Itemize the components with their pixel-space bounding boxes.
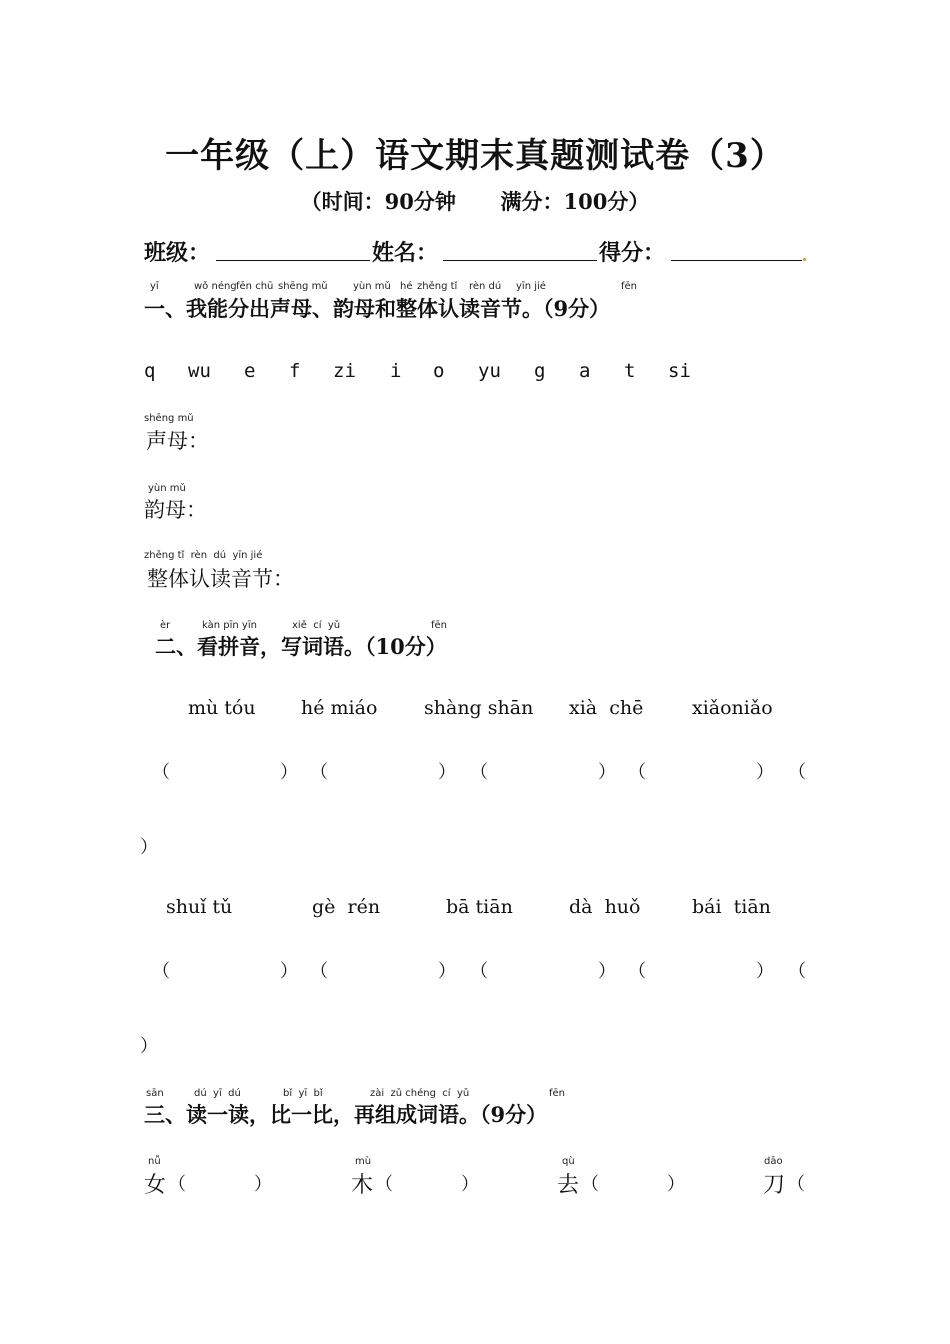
exam-time: （时间：90分钟 <box>300 189 456 214</box>
pinyin-word: bā tiān <box>446 896 513 918</box>
ruby-fen: fēn <box>549 1088 566 1099</box>
decorative-dot <box>803 258 806 261</box>
answer-open-paren: （ <box>581 1174 599 1195</box>
char-pinyin: nǚ <box>148 1156 161 1167</box>
ruby-kan-pin-yin: kàn pīn yīn <box>202 620 257 631</box>
letter-item: yu <box>478 360 501 382</box>
yunmu-label: 韵母： <box>144 498 207 522</box>
pinyin-word: bái tiān <box>692 896 771 918</box>
answer-slot[interactable] <box>190 1170 250 1192</box>
answer-close-paren: ） <box>756 961 774 982</box>
letter-item: q <box>144 360 156 382</box>
answer-close-paren: ） <box>667 1174 685 1195</box>
yunmu-pinyin: yùn mǔ <box>148 483 186 494</box>
answer-open-paren: （ <box>168 1174 186 1195</box>
answer-slot[interactable] <box>172 957 272 979</box>
practice-char: 木 <box>351 1173 374 1198</box>
letter-item: o <box>433 360 445 382</box>
answer-slot[interactable] <box>330 758 430 780</box>
answer-open-paren: （ <box>152 762 170 783</box>
ruby-fen: fēn <box>431 620 448 631</box>
answer-open-paren: （ <box>310 961 328 982</box>
answer-close-paren: ） <box>461 1174 479 1195</box>
ruby-yun-mu: yùn mǔ <box>353 281 391 292</box>
shengmu-label: 声母： <box>146 429 209 453</box>
answer-slot[interactable] <box>603 1170 663 1192</box>
answer-slot[interactable] <box>490 957 590 979</box>
answer-open-paren: （ <box>628 762 646 783</box>
answer-slot[interactable] <box>172 758 272 780</box>
practice-char: 去 <box>557 1173 580 1198</box>
ruby-du-yi-du: dú yī dú <box>194 1088 241 1099</box>
answer-close-paren: ） <box>438 762 456 783</box>
ruby-zheng-ti: zhěng tǐ <box>417 281 458 292</box>
section-2-heading: 二、看拼音，写词语。（10分） <box>155 634 447 659</box>
answer-slot[interactable] <box>648 758 748 780</box>
score-blank[interactable] <box>671 238 802 261</box>
ruby-bi-yi-bi: bǐ yī bǐ <box>283 1088 323 1099</box>
char-pinyin: mù <box>355 1156 372 1167</box>
letter-item: g <box>534 360 546 382</box>
answer-close-paren: ） <box>254 1174 272 1195</box>
letter-item: i <box>390 360 402 382</box>
letter-item: f <box>289 360 301 382</box>
char-pinyin: qù <box>562 1156 575 1167</box>
letter-item: wu <box>188 360 211 382</box>
zhengti-label: 整体认读音节： <box>147 567 294 591</box>
zhengti-pinyin: zhěng tǐ rèn dú yīn jié <box>144 550 263 561</box>
letter-item: zi <box>333 360 356 382</box>
name-blank[interactable] <box>443 238 597 261</box>
pinyin-word: xiǎoniǎo <box>692 697 773 719</box>
answer-close-paren: ） <box>280 762 298 783</box>
char-pinyin: dāo <box>764 1156 783 1167</box>
practice-char: 刀 <box>763 1173 786 1198</box>
pinyin-word: hé miáo <box>301 697 378 719</box>
letter-item: si <box>668 360 691 382</box>
class-label: 班级： <box>144 240 211 266</box>
answer-close-paren: ） <box>438 961 456 982</box>
letter-item: t <box>624 360 636 382</box>
name-label: 姓名： <box>372 240 439 266</box>
shengmu-pinyin: shēng mǔ <box>144 413 194 424</box>
ruby-fen: fēn <box>621 281 638 292</box>
answer-open-paren: （ <box>310 762 328 783</box>
answer-close-paren: ） <box>756 762 774 783</box>
letter-item: e <box>244 360 256 382</box>
ruby-ren-du: rèn dú <box>469 281 502 292</box>
answer-open-paren: （ <box>375 1174 393 1195</box>
pinyin-word: shuǐ tǔ <box>166 896 233 918</box>
answer-open-paren: （ <box>470 762 488 783</box>
exam-subtitle <box>0 186 950 216</box>
answer-close-paren: ） <box>140 1036 158 1057</box>
practice-char: 女 <box>144 1173 167 1198</box>
answer-open-paren: （ <box>788 762 806 783</box>
ruby-xie-ci-yu: xiě cí yǔ <box>292 620 341 631</box>
exam-full-score: 满分：100分） <box>500 189 650 214</box>
ruby-yin-jie: yīn jié <box>516 281 546 292</box>
answer-open-paren: （ <box>788 961 806 982</box>
pinyin-word: mù tóu <box>188 697 256 719</box>
answer-slot[interactable] <box>648 957 748 979</box>
section-3-heading: 三、读一读，比一比，再组成词语。（9分） <box>144 1102 548 1127</box>
ruby-yi: yī <box>150 281 159 292</box>
answer-open-paren: （ <box>152 961 170 982</box>
ruby-er: èr <box>160 620 171 631</box>
pinyin-word: dà huǒ <box>569 896 641 918</box>
answer-slot[interactable] <box>490 758 590 780</box>
answer-open-paren: （ <box>470 961 488 982</box>
score-label: 得分： <box>599 240 666 266</box>
page-title: 一年级（上）语文期末真题测试卷（3） <box>165 136 785 176</box>
ruby-he: hé <box>400 281 413 292</box>
ruby-zai-zu-cheng-ci-yu: zài zǔ chéng cí yǔ <box>370 1088 470 1099</box>
answer-open-paren: （ <box>628 961 646 982</box>
pinyin-word: xià chē <box>569 697 644 719</box>
ruby-wo-neng: wǒ néng <box>194 281 237 292</box>
answer-close-paren: ） <box>280 961 298 982</box>
letter-item: a <box>579 360 591 382</box>
pinyin-word: gè rén <box>312 896 381 918</box>
answer-close-paren: ） <box>598 762 616 783</box>
answer-close-paren: ） <box>598 961 616 982</box>
answer-close-paren: ） <box>140 837 158 858</box>
answer-slot[interactable] <box>330 957 430 979</box>
section-1-heading: 一、我能分出声母、韵母和整体认读音节。（9分） <box>144 296 611 321</box>
ruby-sheng-mu: shēng mǔ <box>278 281 328 292</box>
ruby-fen-chu: fēn chū <box>236 281 274 292</box>
answer-slot[interactable] <box>397 1170 457 1192</box>
class-blank[interactable] <box>216 238 370 261</box>
ruby-san: sān <box>146 1088 164 1099</box>
answer-open-paren: （ <box>787 1174 805 1195</box>
pinyin-word: shàng shān <box>424 697 534 719</box>
